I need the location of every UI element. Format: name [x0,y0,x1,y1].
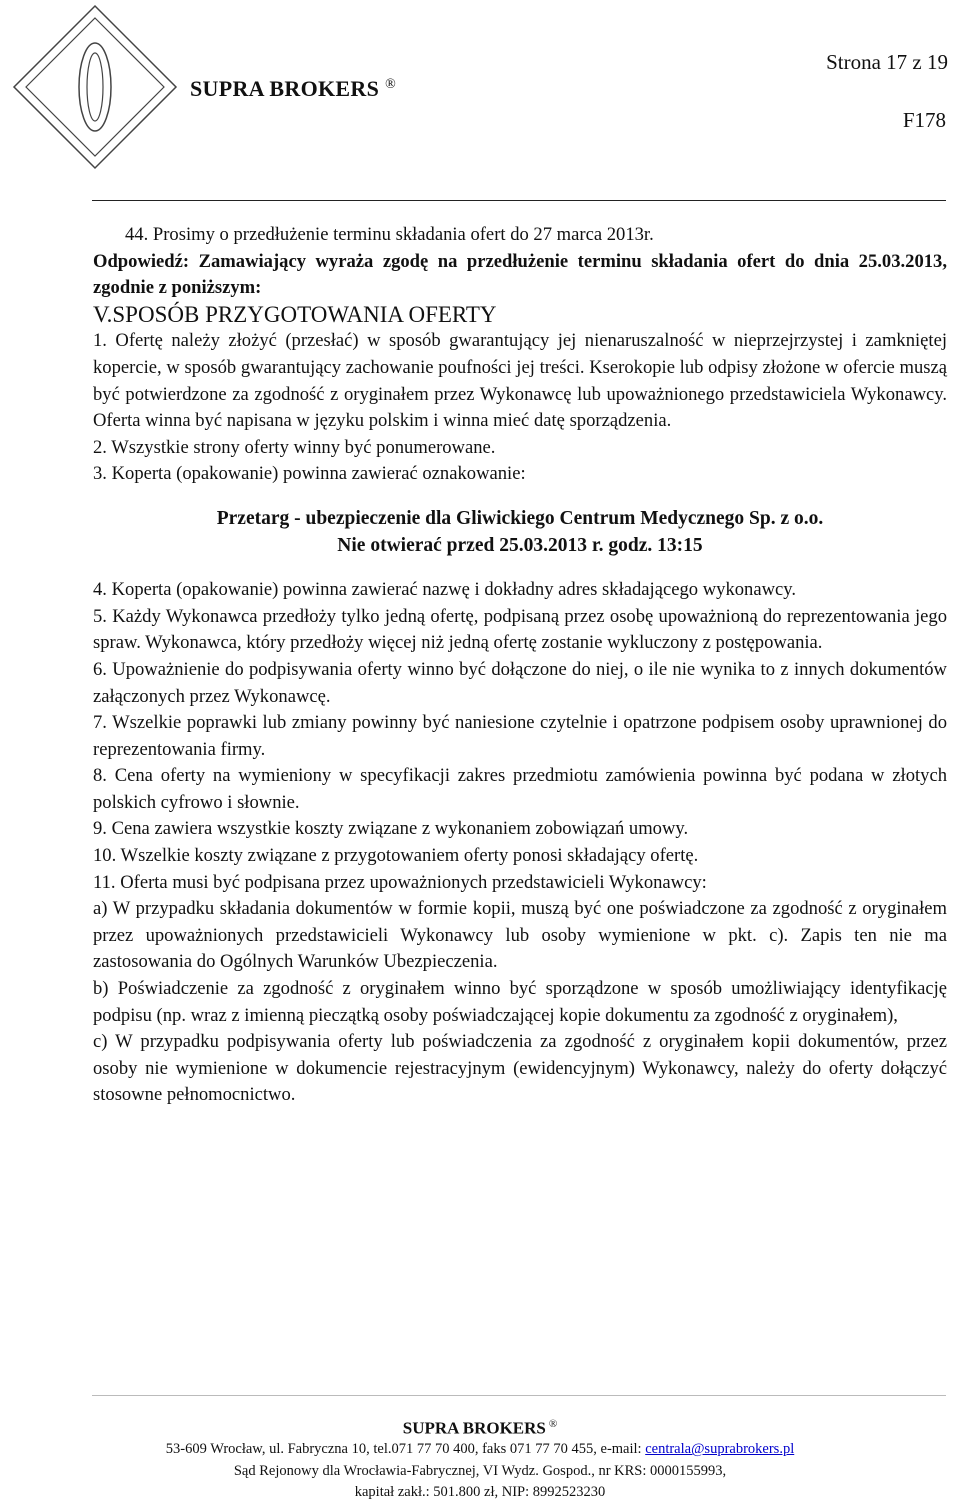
list-item-7: 7. Wszelkie poprawki lub zmiany powinny być naniesione czytelnie i opatrzone podpisem osoby uprawnionej do reprezentowania firmy. [93,712,947,760]
footer-brand: SUPRA BROKERS ® [402,1418,558,1438]
header-divider [92,200,946,201]
list-item-4: 4. Koperta (opakowanie) powinna zawierać nazwę i dokładny adres składającego wykonawcy. [93,579,797,601]
footer [0,1414,960,1504]
registered-mark: ® [385,76,397,92]
list-item-10: 10. Wszelkie koszty związane z przygotowaniem oferty ponosi składający ofertę. [93,845,699,867]
footer-capital-info: kapitał zakł.: 501.800 zł, NIP: 8992523230 [354,1484,606,1501]
sub-item-c: c) W przypadku podpisywania oferty lub poświadczenia za zgodność z oryginałem kopii dokumentów, przez osoby nie wymienione w dokumencie rejestracyjnym (ewidencyjnym) Wykonawcy, należy do oferty dołączyć stosowne pełnomocnictwo. [93,1031,947,1106]
footer-divider [92,1395,946,1396]
footer-court-info: Sąd Rejonowy dla Wrocławia-Fabrycznej, VI Wydz. Gospod., nr KRS: 0000155993, [233,1462,727,1479]
list-item-8: 8. Cena oferty na wymieniony w specyfikacji zakres przedmiotu zamówienia powinna być podana w złotych polskich cyfrowo i słownie. [93,765,947,813]
envelope-label-line-1: Przetarg - ubezpieczenie dla Gliwickiego Centrum Medycznego Sp. z o.o. [216,507,824,529]
list-item-3: 3. Koperta (opakowanie) powinna zawierać oznakowanie: [93,463,526,485]
page-number: Strona 17 z 19 [826,50,948,74]
list-item-11: 11. Oferta musi być podpisana przez upoważnionych przedstawicieli Wykonawcy: [93,871,707,893]
document-code: F178 [902,108,946,132]
list-item-9: 9. Cena zawiera wszystkie koszty związane z wykonaniem zobowiązań umowy. [93,818,689,840]
sub-item-b: b) Poświadczenie za zgodność z oryginałem winno być sporządzone w sposób umożliwiający identyfikację podpisu (np. wraz z imienną pieczątką osoby poświadczającej kopie dokumentu za zgodność z oryginałem), [93,978,947,1026]
list-item-2: 2. Wszystkie strony oferty winny być ponumerowane. [93,436,496,458]
answer-paragraph: Odpowiedź: Zamawiający wyraża zgodę na przedłużenie terminu składania ofert do dnia 25.03.2013, zgodnie z poniższym: [93,250,947,299]
envelope-label-line-2: Nie otwierać przed 25.03.2013 r. godz. 13:15 [337,534,703,556]
footer-registered-mark: ® [548,1418,558,1430]
sub-item-a: a) W przypadku składania dokumentów w formie kopii, muszą być one poświadczone za zgodność z oryginałem przez upoważnionych przedstawicieli Wykonawcy lub osoby wymienione w pkt. c). Zapis ten nie ma zastosowania do Ogólnych Warunków Ubezpieczenia. [93,898,947,973]
header-brand: SUPRA BROKERS ® [190,76,397,101]
document-body [93,222,947,1109]
list-item-5: 5. Każdy Wykonawca przedłoży tylko jedną ofertę, podpisaną przez osobę upoważnioną do reprezentowania jego spraw. Wykonawca, który przedłoży więcej niż jedną ofertę zostanie wykluczony z postępowania. [93,605,947,654]
section-title: V.SPOSÓB PRZYGOTOWANIA OFERTY [93,301,497,327]
list-item-6: 6. Upoważnienie do podpisywania oferty winno być dołączone do niej, o ile nie wynika to z innych dokumentów załączonych przez Wykonawcę. [93,658,947,707]
footer-email-link[interactable]: centrala@suprabrokers.pl [645,1441,795,1458]
question-44: 44. Prosimy o przedłużenie terminu składania ofert do 27 marca 2013r. [125,224,654,245]
supra-brokers-logo-icon [10,2,180,172]
list-item-1: 1. Ofertę należy złożyć (przesłać) w sposób gwarantujący jej nienaruszalność w nieprzejrzystej i zamkniętej kopercie, w sposób gwarantujący zachowanie poufności jej treści. Kserokopie lub odpisy złożone w ofercie muszą być potwierdzone za zgodność z oryginałem przez Wykonawcę lub upoważnionego przedstawiciela Wykonawcy. Oferta winna być napisana w języku polskim i winna mieć datę sporządzenia. [93,330,947,432]
footer-address: 53-609 Wrocław, ul. Fabryczna 10, tel.071 77 70 400, faks 071 77 70 455, e-mail: centrala@suprabrokers.pl [165,1441,795,1458]
